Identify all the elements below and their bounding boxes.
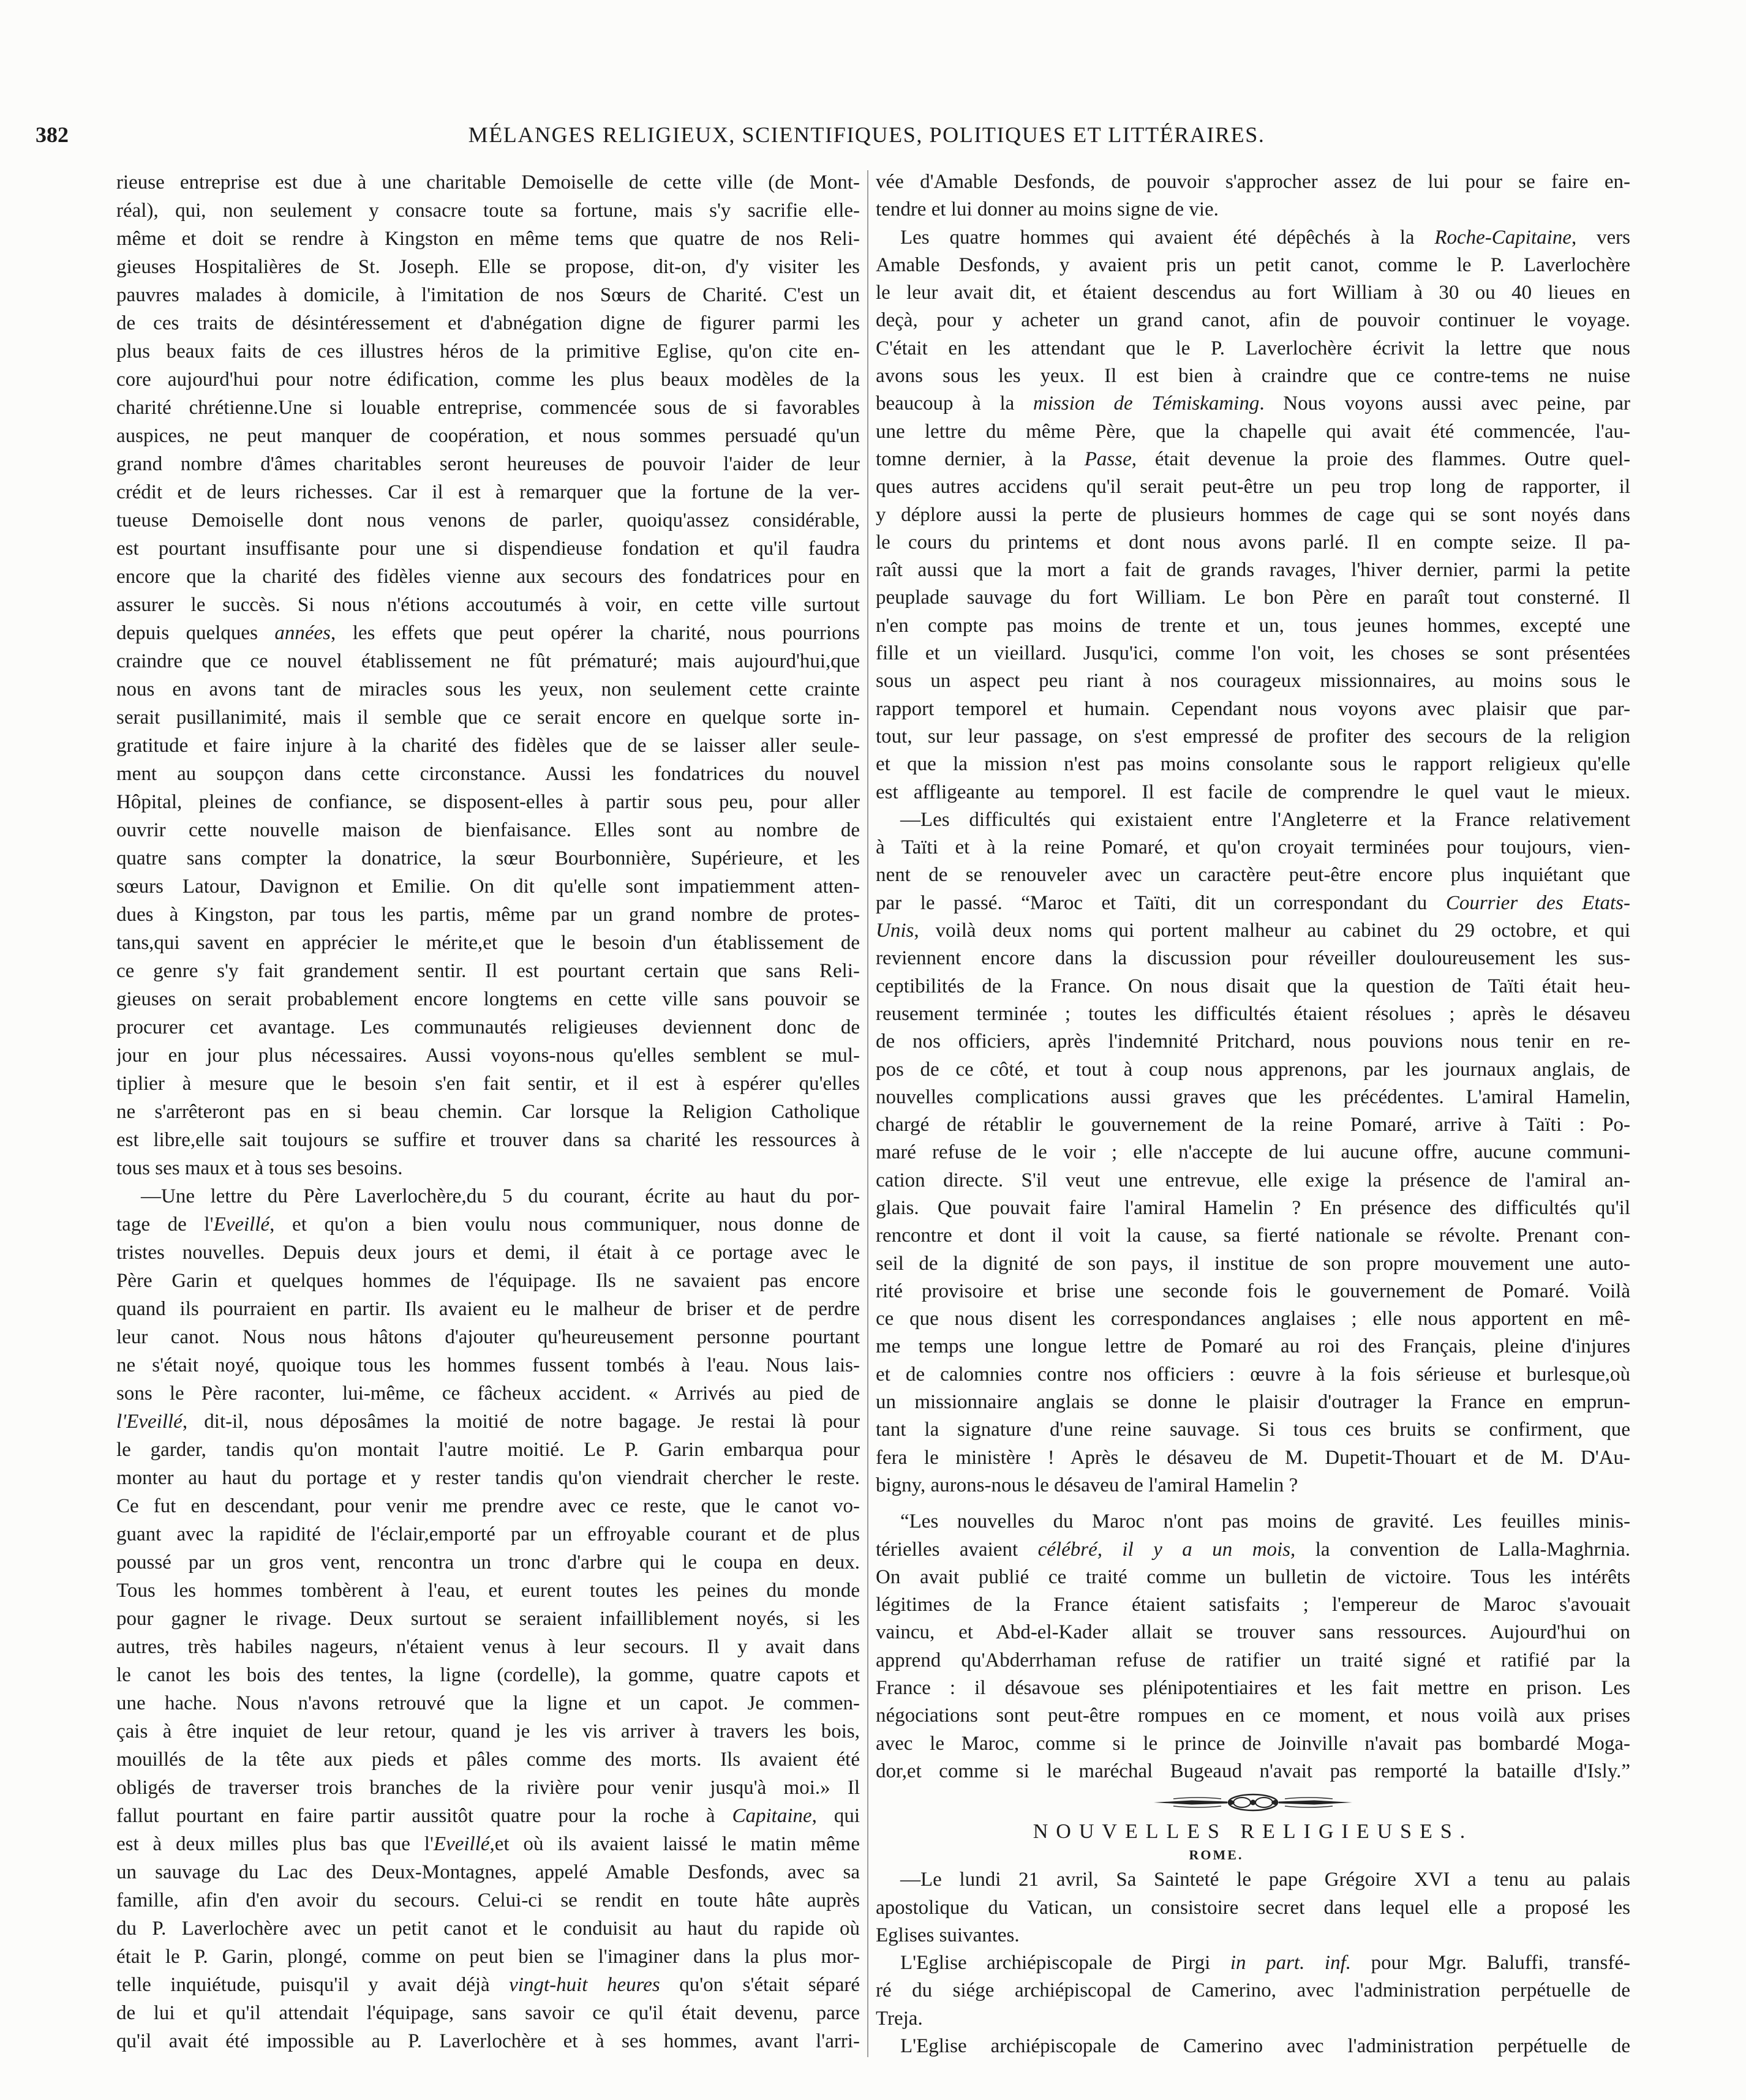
text-line: craindre que ce nouvel établissement ne fût prématuré; mais aujourd'hui,que: [116, 650, 860, 672]
text-line: peuplade sauvage du fort William. Le bon Père en paraît tout consterné. Il: [876, 587, 1630, 609]
paragraph: [876, 1508, 1630, 1785]
text-line: Père Garin et quelques hommes de l'équipage. Ils ne savaient pas encore: [116, 1270, 860, 1292]
text-line: nouvelles complications aussi graves que les précédentes. L'amiral Hamelin,: [876, 1086, 1630, 1108]
text-line: avec le Maroc, comme si le prince de Joinville n'avait pas bombardé Moga-: [876, 1732, 1630, 1755]
text-line: glais. Que pouvait faire l'amiral Hamelin ? En présence des difficultés qu'il: [876, 1196, 1630, 1219]
italic-text-run: célébré, il y a un mois,: [1037, 1538, 1296, 1561]
italic-text-run: Capitaine: [732, 1805, 812, 1827]
italic-text-run: Unis: [876, 920, 914, 942]
text-line: ne s'était noyé, quoique tous les hommes fussent tombés à l'eau. Nous lais-: [116, 1354, 860, 1376]
text-line: [116, 1408, 860, 1436]
italic-text-run: Roche-Capitaine: [1434, 226, 1571, 249]
text-line: est affligeante au temporel. Il est facile de comprendre le quel vaut le mieux.: [876, 781, 1630, 803]
text-line: de ces traits de désintéressement et d'abnégation digne de figurer parmi les: [116, 312, 860, 334]
left-column: [116, 168, 860, 2055]
text-line: réal), qui, non seulement y consacre toute sa fortune, mais s'y sacrifie elle-: [116, 200, 860, 222]
italic-text-run: Passe: [1084, 448, 1132, 470]
text-line: à Taïti et à la reine Pomaré, et qu'on croyait terminées pour toujours, vien-: [876, 836, 1630, 859]
paragraph: [876, 1949, 1630, 2033]
text-run: Les quatre hommes qui avaient été dépêchés à la: [900, 226, 1435, 249]
text-line: nent de se renouveler avec un caractère peut-être encore plus inquiétant que: [876, 864, 1630, 887]
italic-text-run: mission de Témiskaming: [1033, 392, 1260, 415]
text-line: de nos officiers, après l'indemnité Pritchard, nous pouvions nous tenir en re-: [876, 1030, 1630, 1053]
text-run: tage de l': [116, 1213, 214, 1236]
page-number: 382: [36, 122, 69, 147]
text-line: Treja.: [876, 2007, 923, 2030]
text-line: Eglises suivantes.: [876, 1924, 1020, 1946]
text-line: et que la mission n'est pas moins consolante sous le rapport religieux qu'elle: [876, 753, 1630, 776]
text-line: pos de ce côté, et tout à coup nous apprenons, par les journaux anglais, de: [876, 1058, 1630, 1081]
text-line: L'Eglise archiépiscopale de Camerino avec l'administration perpétuelle de: [900, 2035, 1630, 2057]
text-run: , vers: [1571, 226, 1630, 249]
text-run: , était devenue la proie des flammes. Outre quel-: [1131, 448, 1630, 470]
paragraph: [876, 168, 1630, 224]
text-line: dues à Kingston, par tous les partis, même par un grand nombre de protes-: [116, 904, 860, 926]
italic-text-run: Courrier des Etats-: [1445, 891, 1630, 914]
section-heading: NOUVELLES RELIGIEUSES.: [1033, 1820, 1473, 1843]
text-line: est pourtant insuffisante pour une si dispendieuse fondation et qu'il faudra: [116, 538, 860, 560]
text-line: vaincu, et Abd-el-Kader allait se trouver sans ressources. Aujourd'hui on: [876, 1621, 1630, 1644]
text-line: le garder, tandis qu'on montait l'autre moitié. Le P. Garin embarqua pour: [116, 1439, 860, 1461]
text-line: [876, 224, 1630, 252]
text-line: une lettre du même Père, que la chapelle qui avait été commencée, l'au-: [876, 420, 1630, 443]
text-line: leur canot. Nous nous hâtons d'ajouter qu'heureusement personne pourtant: [116, 1326, 860, 1348]
text-line: —Les difficultés qui existaient entre l'Angleterre et la France relativement: [900, 808, 1630, 831]
text-line: gieuses Hospitalières de St. Joseph. Elle se propose, dit-on, d'y visiter les: [116, 256, 860, 278]
text-line: —Une lettre du Père Laverlochère,du 5 du courant, écrite au haut du por-: [141, 1185, 860, 1207]
text-line: chargé de rétablir le gouvernement de la reine Pomaré, arrive à Taïti : Po-: [876, 1114, 1630, 1136]
italic-text-run: in part. inf.: [1230, 1952, 1352, 1974]
text-line: ment au soupçon dans cette circonstance. Aussi les fondatrices du nouvel: [116, 763, 860, 785]
text-line: me temps une longue lettre de Pomaré au roi des Français, pleine d'injures: [876, 1335, 1630, 1358]
text-line: çais à être inquiet de leur retour, quand je les vis arriver à travers les bois,: [116, 1720, 860, 1742]
text-line: sœurs Latour, Davignon et Emilie. On dit qu'elle sont impatiemment atten-: [116, 876, 860, 898]
text-run: par le passé. “Maroc et Taïti, dit un correspondant du: [876, 891, 1446, 914]
text-line: [116, 1830, 860, 1858]
text-line: bigny, aurons-nous le désaveu de l'amiral Hamelin ?: [876, 1474, 1298, 1496]
text-line: légitimes de la France étaient satisfaits ; l'empereur de Maroc s'avouait: [876, 1594, 1630, 1616]
text-run: , et qu'on a bien voulu nous communiquer, nous donne de: [269, 1213, 860, 1236]
text-line: y déplore aussi la perte de plusieurs hommes de cage qui se sont noyés dans: [876, 503, 1630, 526]
text-run: , qui: [811, 1805, 860, 1827]
text-line: [876, 446, 1630, 473]
section-articles: [876, 1866, 1630, 2060]
flourish-ornament-icon: [1149, 1789, 1357, 1816]
text-line: gratitude et faire injure à la charité des fidèles que de se laisser aller seule-: [116, 735, 860, 757]
column-divider: [867, 170, 868, 2057]
text-line: tendre et lui donner au moins signe de vie.: [876, 198, 1219, 221]
text-line: charité chrétienne.Une si louable entreprise, commencée sous de si favorables: [116, 397, 860, 419]
text-line: [876, 1536, 1630, 1564]
paragraph: [876, 224, 1630, 806]
text-line: apostolique du Vatican, un consistoire secret dans lequel elle a proposé les: [876, 1896, 1630, 1919]
text-line: Tous les hommes tombèrent à l'eau, et eurent toutes les peines du monde: [116, 1580, 860, 1602]
text-line: qu'il avait été impossible au P. Laverlochère et à ses hommes, avant l'arri-: [116, 2030, 860, 2052]
text-run: , dit-il, nous déposâmes la moitié de notre bagage. Je restai là pour: [182, 1411, 860, 1433]
paragraph: [116, 1182, 860, 2055]
text-line: [876, 917, 1630, 945]
text-line: cation directe. S'il veut une entrevue, elle exige la présence de l'amiral an-: [876, 1169, 1630, 1191]
text-line: maré refuse de le voir ; elle n'accepte de lui aucune offre, aucune communi-: [876, 1141, 1630, 1164]
text-line: tristes nouvelles. Depuis deux jours et demi, il était à ce portage avec le: [116, 1242, 860, 1264]
text-line: tueuse Demoiselle dont nous venons de parler, quoiqu'assez considérable,: [116, 509, 860, 531]
text-run: ,et où ils avaient laissé le matin même: [489, 1833, 860, 1855]
text-line: ques autres accidens qu'il serait peut-être un peu trop long de rapporter, il: [876, 476, 1630, 498]
text-line: [116, 1802, 860, 1830]
text-line: ce que nous disent les correspondances anglaises ; elle nous apportent en mê-: [876, 1308, 1630, 1330]
text-line: fille et un vieillard. Jusqu'ici, comme l'on voit, les choses se sont présentées: [876, 642, 1630, 665]
text-line: monter au haut du portage et y rester tandis qu'on viendrait chercher le reste.: [116, 1467, 860, 1489]
text-line: négociations sont peut-être rompues en ce moment, et nous voilà aux prises: [876, 1704, 1630, 1727]
text-line: guant avec la rapidité de l'éclair,emporté par un effroyable courant et de plus: [116, 1523, 860, 1545]
text-line: seil de la dignité de son pays, il institue de son propre mouvement une auto-: [876, 1252, 1630, 1275]
text-line: [116, 1210, 860, 1239]
text-line: raît aussi que la mort a fait de grands ravages, l'hiver dernier, parmi la petite: [876, 559, 1630, 582]
text-line: [876, 1949, 1630, 1977]
text-line: obligés de traverser trois branches de la rivière pour venir jusqu'à moi.» Il: [116, 1777, 860, 1799]
text-line: pauvres malades à domicile, à l'imitation de nos Sœurs de Charité. C'est un: [116, 284, 860, 306]
text-line: [116, 1971, 860, 1999]
text-line: ré du siége archiépiscopal de Camerino, avec l'administration perpétuelle de: [876, 1979, 1630, 2002]
text-line: fera le ministère ! Après le désaveu de M. Dupetit-Thouart et de M. D'Au-: [876, 1446, 1630, 1469]
text-run: telle inquiétude, puisqu'il y avait déjà: [116, 1974, 510, 1996]
text-line: reviennent encore dans la discussion pour réveiller douloureusement les sus-: [876, 947, 1630, 970]
text-line: vée d'Amable Desfonds, de pouvoir s'approcher assez de lui pour se faire en-: [876, 171, 1630, 193]
text-line: —Le lundi 21 avril, Sa Sainteté le pape Grégoire XVI a tenu au palais: [900, 1869, 1630, 1891]
text-line: ceptibilités de la France. On nous disait que la question de Taïti était heu-: [876, 975, 1630, 997]
text-line: grand nombre d'âmes charitables seront heureuses de pouvoir l'aider de leur: [116, 453, 860, 475]
text-line: mouillés de la tête aux pieds et pâles comme des morts. Ils avaient été: [116, 1749, 860, 1771]
text-line: pour gagner le rivage. Deux surtout se seraient infailliblement noyés, si les: [116, 1608, 860, 1630]
text-line: autres, très habiles nageurs, n'étaient venus à leur secours. Il y avait dans: [116, 1636, 860, 1658]
text-line: assurer le succès. Si nous n'étions accoutumés à voir, en cette ville surtout: [116, 594, 860, 616]
text-line: France : il désavoue ses plénipotentiaires et les fait mettre en prison. Les: [876, 1677, 1630, 1700]
paragraph: [876, 806, 1630, 1499]
text-line: du P. Laverlochère avec un petit canot et le conduisit au haut du rapide où: [116, 1918, 860, 1940]
text-line: quatre sans compter la donatrice, la sœur Bourbonnière, Supérieure, et les: [116, 847, 860, 869]
text-line: tans,qui savent en apprécier le mérite,et que le besoin d'un établissement de: [116, 932, 860, 954]
text-line: tant la signature d'une reine sauvage. Si tous ces bruits se confirment, que: [876, 1419, 1630, 1441]
running-title: MÉLANGES RELIGIEUX, SCIENTIFIQUES, POLITIQUES ET LITTÉRAIRES.: [468, 122, 1265, 147]
paragraph: [116, 168, 860, 1182]
text-line: un sauvage du Lac des Deux-Montagnes, appelé Amable Desfonds, avec sa: [116, 1861, 860, 1883]
text-line: le canot les bois des tentes, la ligne (cordelle), la gomme, quatre capots et: [116, 1664, 860, 1686]
text-run: L'Eglise archiépiscopale de Pirgi: [900, 1952, 1230, 1974]
text-line: Amable Desfonds, y avaient pris un petit canot, comme le P. Laverlochère: [876, 253, 1630, 276]
text-line: nous en avons tant de miracles sous les yeux, non seulement cette crainte: [116, 678, 860, 700]
italic-text-run: vingt-huit heures: [509, 1974, 660, 1996]
text-line: ouvrir cette nouvelle maison de bienfaisance. Elles sont au nombre de: [116, 819, 860, 841]
text-line: deçà, pour y acheter un grand canot, afin de pouvoir continuer le voyage.: [876, 309, 1630, 332]
text-line: ne s'arrêteront pas en si beau chemin. Car lorsque la Religion Catholique: [116, 1101, 860, 1123]
text-line: quand ils pourraient en partir. Ils avaient eu le malheur de briser et de perdre: [116, 1298, 860, 1320]
text-run: depuis quelques: [116, 622, 275, 644]
text-line: poussé par un gros vent, rencontra un tronc d'arbre qui le coupa en deux.: [116, 1551, 860, 1573]
text-line: n'en compte pas moins de trente et un, tous jeunes hommes, excepté une: [876, 614, 1630, 637]
right-column: [876, 168, 1630, 2060]
text-run: pour Mgr. Baluffi, transfé-: [1351, 1952, 1630, 1974]
text-line: était le P. Garin, plongé, comme on peut bien se l'imaginer dans la plus mor-: [116, 1946, 860, 1968]
italic-text-run: Eveillé: [433, 1833, 490, 1855]
text-line: procurer cet avantage. Les communautés religieuses deviennent donc de: [116, 1016, 860, 1038]
text-line: sons le Père raconter, lui-même, ce fâcheux accident. « Arrivés au pied de: [116, 1382, 860, 1404]
text-run: . Nous voyons aussi avec peine, par: [1259, 392, 1630, 415]
text-line: [876, 390, 1630, 418]
italic-text-run: Eveillé: [213, 1213, 270, 1236]
text-line: rencontre et dont il voit la cause, sa fierté nationale se révolte. Prenant con-: [876, 1224, 1630, 1247]
text-line: rieuse entreprise est due à une charitable Demoiselle de cette ville (de Mont-: [116, 171, 860, 193]
text-line: sous un aspect peu riant à nos courageux missionnaires, au moins sous le: [876, 670, 1630, 692]
right-column-articles: [876, 168, 1630, 1785]
text-run: beaucoup à la: [876, 392, 1033, 415]
text-line: reusement terminée ; toutes les difficultés étaient résolues ; après le désaveu: [876, 1002, 1630, 1025]
text-line: famille, afin d'en avoir du secours. Celui-ci se rendit en toute hâte auprès: [116, 1889, 860, 1911]
text-line: une hache. Nous n'avons retrouvé que la ligne et un capot. Je commen-: [116, 1692, 860, 1714]
text-line: encore que la charité des fidèles vienne aux secours des fondatrices pour en: [116, 566, 860, 588]
text-run: térielles avaient: [876, 1538, 1038, 1561]
text-line: serait pusillanimité, mais il semble que ce serait encore en quelque sorte in-: [116, 707, 860, 729]
paragraph: [876, 1866, 1630, 1949]
text-run: , voilà deux noms qui portent malheur au cabinet du 29 octobre, et qui: [914, 920, 1630, 942]
text-line: rapport temporel et humain. Cependant nous voyons avec plaisir que par-: [876, 697, 1630, 720]
text-line: ce genre s'y fait grandement sentir. Il est pourtant certain que sans Reli-: [116, 960, 860, 982]
text-line: plus beaux faits de ces illustres héros de la primitive Eglise, qu'on cite en-: [116, 340, 860, 362]
text-line: On avait publié ce traité comme un bulletin de victoire. Tous les intérêts: [876, 1566, 1630, 1588]
text-line: “Les nouvelles du Maroc n'ont pas moins de gravité. Les feuilles minis-: [900, 1510, 1630, 1533]
paragraph: [876, 2033, 1630, 2060]
text-line: de lui et qu'il attendait l'équipage, sans savoir ce qu'il était devenu, parce: [116, 2002, 860, 2024]
text-line: Ce fut en descendant, pour venir me prendre avec ce reste, que le canot vo-: [116, 1495, 860, 1517]
text-line: dor,et comme si le maréchal Bugeaud n'avait pas remporté la bataille d'Isly.”: [876, 1760, 1630, 1782]
text-line: un missionnaire anglais se donne le plaisir d'outrager la France en emprun-: [876, 1391, 1630, 1414]
text-line: gieuses on serait probablement encore longtems en cette ville sans pouvoir se: [116, 988, 860, 1010]
text-line: tout, sur leur passage, on s'est empressé de profiter des secours de la religion: [876, 725, 1630, 748]
text-line: jour en jour plus nécessaires. Aussi voyons-nous qu'elles semblent se mul-: [116, 1044, 860, 1067]
text-run: est à deux milles plus bas que l': [116, 1833, 434, 1855]
text-line: rité provisoire et brise une seconde fois le gouvernement de Pomaré. Voilà: [876, 1280, 1630, 1302]
text-line: avons sous les yeux. Il est bien à craindre que ce contre-tems ne nuise: [876, 365, 1630, 388]
text-line: le cours du printems et dont nous avons parlé. Il en compte seize. Il pa-: [876, 531, 1630, 553]
text-line: auspices, ne peut manquer de coopération, et nous sommes persuadé qu'un: [116, 425, 860, 447]
text-run: la convention de Lalla-Maghrnia.: [1295, 1538, 1630, 1561]
text-line: [876, 890, 1630, 917]
ornament-divider: [876, 1785, 1630, 1820]
text-line: [116, 619, 860, 647]
text-line: tous ses maux et à tous ses besoins.: [116, 1157, 403, 1179]
text-line: tiplier à mesure que le besoin s'en fait sentir, et il est à espérer qu'elles: [116, 1073, 860, 1095]
text-line: même et doit se rendre à Kingston en même tems que quatre de nos Reli-: [116, 228, 860, 250]
text-line: crédit et de leurs richesses. Car il est à remarquer que la fortune de la ver-: [116, 481, 860, 503]
text-line: Hôpital, pleines de confiance, se disposent-elles à partir sous peu, pour aller: [116, 791, 860, 813]
text-run: qu'on s'était séparé: [660, 1974, 860, 1996]
text-line: et de calomnies contre nos officiers : œuvre à la fois sérieuse et burlesque,où: [876, 1363, 1630, 1386]
italic-text-run: l'Eveillé: [116, 1411, 183, 1433]
italic-text-run: années: [274, 622, 331, 644]
text-line: core aujourd'hui pour notre édification, comme les plus beaux modèles de la: [116, 369, 860, 391]
section-subheading: ROME.: [1189, 1847, 1244, 1863]
text-run: , les effets que peut opérer la charité, nous pourrions: [331, 622, 860, 644]
text-line: est libre,elle sait toujours se suffire et trouver dans sa charité les ressources à: [116, 1129, 860, 1151]
text-run: tomne dernier, à la: [876, 448, 1085, 470]
text-run: fallut pourtant en faire partir aussitôt quatre pour la roche à: [116, 1805, 732, 1827]
text-line: C'était en les attendant que le P. Laverlochère écrivit la lettre que nous: [876, 337, 1630, 359]
text-line: le leur avait dit, et étaient descendus au fort William à 30 ou 40 lieues en: [876, 282, 1630, 304]
text-line: apprend qu'Abderrhaman refuse de ratifier un traité signé et ratifié par la: [876, 1649, 1630, 1671]
